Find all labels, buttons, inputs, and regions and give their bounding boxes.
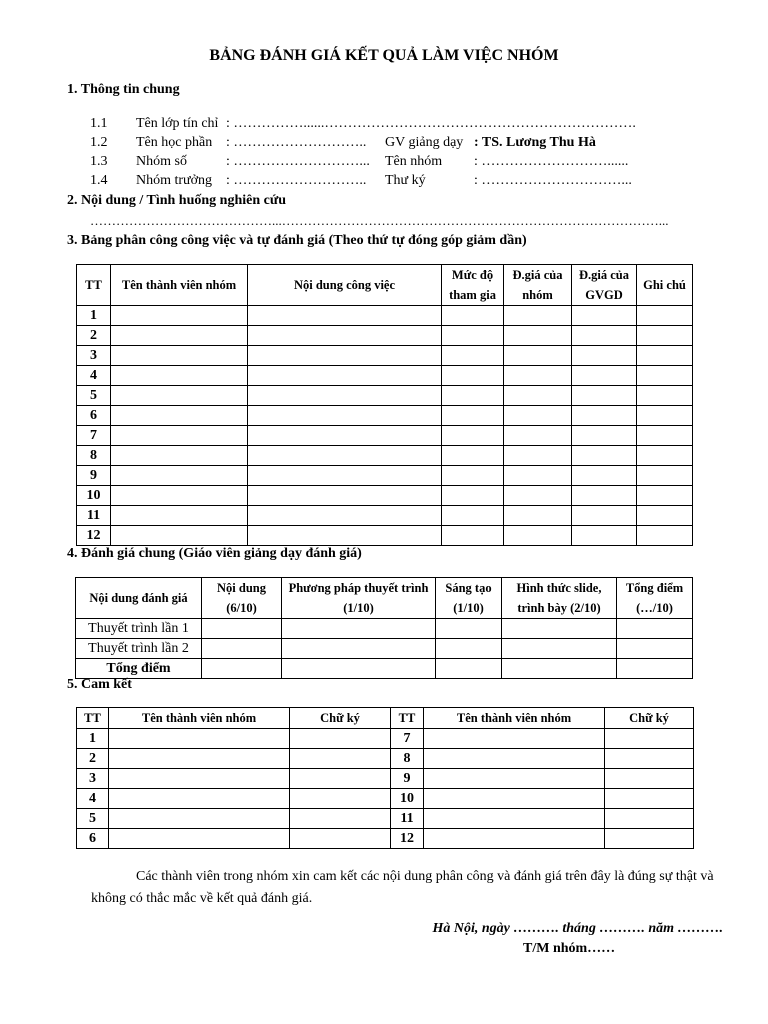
col-header: Ghi chú — [637, 265, 693, 306]
col-header: Chữ ký — [605, 708, 694, 729]
col-header: TT — [77, 265, 111, 306]
row-number: 2 — [77, 326, 111, 346]
col-header: Đ.giá của GVGD — [572, 265, 637, 306]
participation-cell[interactable] — [442, 346, 504, 366]
row-number: 7 — [391, 729, 424, 749]
participation-cell[interactable] — [442, 526, 504, 546]
signature-cell[interactable] — [290, 789, 391, 809]
participation-cell[interactable] — [442, 426, 504, 446]
score-cell[interactable] — [502, 659, 617, 679]
teacher-score-cell[interactable] — [572, 526, 637, 546]
participation-cell[interactable] — [442, 466, 504, 486]
row-number: 9 — [391, 769, 424, 789]
signature-cell[interactable] — [290, 809, 391, 829]
row-label: Thuyết trình lần 2 — [76, 639, 202, 659]
participation-cell[interactable] — [442, 366, 504, 386]
col-header: Tên thành viên nhóm — [424, 708, 605, 729]
table-row — [76, 619, 693, 639]
score-cell[interactable] — [202, 619, 282, 639]
info-value: : ……………………….. — [226, 135, 367, 150]
task-cell[interactable] — [248, 426, 442, 446]
row-number: 8 — [77, 446, 111, 466]
row-number: 12 — [391, 829, 424, 849]
info-num: 1.2 — [90, 135, 108, 150]
member-cell[interactable] — [111, 466, 248, 486]
col-header: Tên thành viên nhóm — [109, 708, 290, 729]
table-row — [77, 809, 694, 829]
info-value2: : …………………………... — [474, 173, 632, 188]
research-dots: ……………………………………...……………………………………………………………………………... — [90, 213, 669, 228]
info-label: Tên lớp tín chỉ — [136, 116, 219, 131]
table-row — [77, 466, 693, 486]
note-cell[interactable] — [637, 526, 693, 546]
member-cell[interactable] — [424, 749, 605, 769]
table-row — [77, 789, 694, 809]
score-cell[interactable] — [436, 619, 502, 639]
member-cell[interactable] — [109, 829, 290, 849]
member-cell[interactable] — [111, 426, 248, 446]
task-cell[interactable] — [248, 506, 442, 526]
teacher-score-cell[interactable] — [572, 506, 637, 526]
teacher-score-cell[interactable] — [572, 406, 637, 426]
member-cell[interactable] — [111, 486, 248, 506]
member-cell[interactable] — [111, 346, 248, 366]
group-signature: T/M nhóm…… — [523, 941, 616, 956]
col-header: Chữ ký — [290, 708, 391, 729]
row-label: Thuyết trình lần 1 — [76, 619, 202, 639]
row-number: 11 — [391, 809, 424, 829]
teacher-score-cell[interactable] — [572, 366, 637, 386]
task-assignment-table — [76, 264, 693, 546]
table-row — [77, 526, 693, 546]
row-number: 1 — [77, 306, 111, 326]
group-score-cell[interactable] — [504, 506, 572, 526]
table-row — [77, 486, 693, 506]
info-value: : ………………………... — [226, 154, 370, 169]
signature-cell[interactable] — [605, 769, 694, 789]
row-number: 4 — [77, 789, 109, 809]
note-cell[interactable] — [637, 506, 693, 526]
teacher-score-cell[interactable] — [572, 466, 637, 486]
task-cell[interactable] — [248, 386, 442, 406]
task-cell[interactable] — [248, 346, 442, 366]
member-cell[interactable] — [424, 769, 605, 789]
score-cell[interactable] — [202, 639, 282, 659]
row-number: 8 — [391, 749, 424, 769]
score-cell[interactable] — [502, 639, 617, 659]
member-cell[interactable] — [424, 729, 605, 749]
info-value: : ……………......…………………………………………………………. — [226, 116, 636, 131]
col-header: TT — [77, 708, 109, 729]
signature-cell[interactable] — [605, 749, 694, 769]
info-num: 1.3 — [90, 154, 108, 169]
group-score-cell[interactable] — [504, 406, 572, 426]
teacher-score-cell[interactable] — [572, 486, 637, 506]
group-score-cell[interactable] — [504, 366, 572, 386]
row-number: 5 — [77, 809, 109, 829]
row-number: 10 — [391, 789, 424, 809]
row-number: 11 — [77, 506, 111, 526]
note-cell[interactable] — [637, 406, 693, 426]
group-score-cell[interactable] — [504, 426, 572, 446]
note-cell[interactable] — [637, 306, 693, 326]
teacher-score-cell[interactable] — [572, 446, 637, 466]
group-score-cell[interactable] — [504, 486, 572, 506]
col-header: Nội dung công việc — [248, 265, 442, 306]
row-number: 5 — [77, 386, 111, 406]
member-cell[interactable] — [109, 809, 290, 829]
col-header: TT — [391, 708, 424, 729]
group-score-cell[interactable] — [504, 386, 572, 406]
task-cell[interactable] — [248, 526, 442, 546]
member-cell[interactable] — [111, 366, 248, 386]
col-header: Nội dung (6/10) — [202, 578, 282, 619]
table-row — [77, 406, 693, 426]
row-number: 4 — [77, 366, 111, 386]
row-number: 6 — [77, 406, 111, 426]
task-cell[interactable] — [248, 466, 442, 486]
note-cell[interactable] — [637, 486, 693, 506]
col-header: Nội dung đánh giá — [76, 578, 202, 619]
col-header: Phương pháp thuyết trình (1/10) — [282, 578, 436, 619]
signature-cell[interactable] — [605, 809, 694, 829]
col-header: Tên thành viên nhóm — [111, 265, 248, 306]
commitment-table — [76, 707, 694, 849]
lecturer-name: : TS. Lương Thu Hà — [474, 135, 596, 150]
group-score-cell[interactable] — [504, 306, 572, 326]
score-cell[interactable] — [617, 639, 693, 659]
evaluation-table — [75, 577, 693, 679]
score-cell[interactable] — [436, 639, 502, 659]
row-number: 1 — [77, 729, 109, 749]
participation-cell[interactable] — [442, 446, 504, 466]
member-cell[interactable] — [109, 789, 290, 809]
member-cell[interactable] — [111, 526, 248, 546]
table-row — [77, 729, 694, 749]
member-cell[interactable] — [109, 749, 290, 769]
section3-heading: 3. Bảng phân công công việc và tự đánh giá (Theo thứ tự đóng góp giảm dần) — [67, 233, 527, 248]
member-cell[interactable] — [111, 406, 248, 426]
task-cell[interactable] — [248, 446, 442, 466]
task-cell[interactable] — [248, 486, 442, 506]
member-cell[interactable] — [111, 446, 248, 466]
info-label: Nhóm trưởng — [136, 173, 213, 188]
section5-heading: 5. Cam kết — [67, 677, 132, 692]
signature-cell[interactable] — [290, 749, 391, 769]
score-cell[interactable] — [202, 659, 282, 679]
score-cell[interactable] — [436, 659, 502, 679]
row-number: 12 — [77, 526, 111, 546]
table-row — [77, 366, 693, 386]
score-cell[interactable] — [617, 659, 693, 679]
row-number: 7 — [77, 426, 111, 446]
info-num: 1.1 — [90, 116, 108, 131]
score-cell[interactable] — [282, 659, 436, 679]
participation-cell[interactable] — [442, 386, 504, 406]
teacher-score-cell[interactable] — [572, 346, 637, 366]
table-row — [76, 659, 693, 679]
note-cell[interactable] — [637, 426, 693, 446]
place-date: Hà Nội, ngày ………. tháng ………. năm ………. — [432, 921, 723, 936]
member-cell[interactable] — [424, 829, 605, 849]
table-row — [77, 446, 693, 466]
table-row — [77, 829, 694, 849]
participation-cell[interactable] — [442, 486, 504, 506]
section4-heading: 4. Đánh giá chung (Giáo viên giảng dạy đánh giá) — [67, 546, 362, 561]
note-cell[interactable] — [637, 466, 693, 486]
signature-cell[interactable] — [605, 829, 694, 849]
commitment-paragraph: Các thành viên trong nhóm xin cam kết các nội dung phân công và đánh giá trên đây là đúng sự thật và không có thắc mắc về kết quả đánh giá. — [91, 869, 714, 906]
signature-cell[interactable] — [290, 729, 391, 749]
table-row — [77, 769, 694, 789]
task-cell[interactable] — [248, 326, 442, 346]
note-cell[interactable] — [637, 366, 693, 386]
table-row — [77, 326, 693, 346]
signature-cell[interactable] — [290, 769, 391, 789]
task-cell[interactable] — [248, 366, 442, 386]
col-header: Đ.giá của nhóm — [504, 265, 572, 306]
row-number: 3 — [77, 769, 109, 789]
section1-heading: 1. Thông tin chung — [67, 82, 180, 97]
col-header: Hình thức slide, trình bày (2/10) — [502, 578, 617, 619]
section2-heading: 2. Nội dung / Tình huống nghiên cứu — [67, 193, 287, 208]
participation-cell[interactable] — [442, 406, 504, 426]
note-cell[interactable] — [637, 446, 693, 466]
member-cell[interactable] — [109, 729, 290, 749]
member-cell[interactable] — [109, 769, 290, 789]
score-cell[interactable] — [282, 619, 436, 639]
table-row — [77, 426, 693, 446]
info-label2: Tên nhóm — [385, 154, 443, 169]
group-score-cell[interactable] — [504, 466, 572, 486]
info-value: : ……………………….. — [226, 173, 367, 188]
table-row — [77, 506, 693, 526]
signature-cell[interactable] — [605, 789, 694, 809]
row-number: 3 — [77, 346, 111, 366]
member-cell[interactable] — [111, 506, 248, 526]
note-cell[interactable] — [637, 386, 693, 406]
participation-cell[interactable] — [442, 306, 504, 326]
note-cell[interactable] — [637, 326, 693, 346]
info-label2: Thư ký — [385, 173, 426, 188]
member-cell[interactable] — [111, 326, 248, 346]
row-label: Tổng điểm — [76, 659, 202, 679]
col-header: Tổng điểm (…/10) — [617, 578, 693, 619]
signature-cell[interactable] — [605, 729, 694, 749]
group-score-cell[interactable] — [504, 526, 572, 546]
member-cell[interactable] — [424, 809, 605, 829]
document-title: BẢNG ĐÁNH GIÁ KẾT QUẢ LÀM VIỆC NHÓM — [209, 47, 559, 64]
note-cell[interactable] — [637, 346, 693, 366]
task-cell[interactable] — [248, 306, 442, 326]
info-value2: : ………………………...... — [474, 154, 629, 169]
group-score-cell[interactable] — [504, 326, 572, 346]
teacher-score-cell[interactable] — [572, 326, 637, 346]
score-cell[interactable] — [282, 639, 436, 659]
teacher-score-cell[interactable] — [572, 306, 637, 326]
teacher-score-cell[interactable] — [572, 426, 637, 446]
group-score-cell[interactable] — [504, 446, 572, 466]
member-cell[interactable] — [111, 306, 248, 326]
task-cell[interactable] — [248, 406, 442, 426]
row-number: 6 — [77, 829, 109, 849]
info-label: Nhóm số — [136, 154, 187, 169]
signature-cell[interactable] — [290, 829, 391, 849]
participation-cell[interactable] — [442, 326, 504, 346]
table-row — [77, 346, 693, 366]
teacher-score-cell[interactable] — [572, 386, 637, 406]
row-number: 10 — [77, 486, 111, 506]
member-cell[interactable] — [111, 386, 248, 406]
col-header: Sáng tạo (1/10) — [436, 578, 502, 619]
participation-cell[interactable] — [442, 506, 504, 526]
group-score-cell[interactable] — [504, 346, 572, 366]
info-label2: GV giảng dạy — [385, 135, 464, 150]
row-number: 2 — [77, 749, 109, 769]
info-label: Tên học phần — [136, 135, 213, 150]
score-cell[interactable] — [617, 619, 693, 639]
info-num: 1.4 — [90, 173, 108, 188]
row-number: 9 — [77, 466, 111, 486]
col-header: Mức độ tham gia — [442, 265, 504, 306]
score-cell[interactable] — [502, 619, 617, 639]
table-row — [77, 306, 693, 326]
table-row — [76, 639, 693, 659]
table-row — [77, 749, 694, 769]
table-row — [77, 386, 693, 406]
member-cell[interactable] — [424, 789, 605, 809]
